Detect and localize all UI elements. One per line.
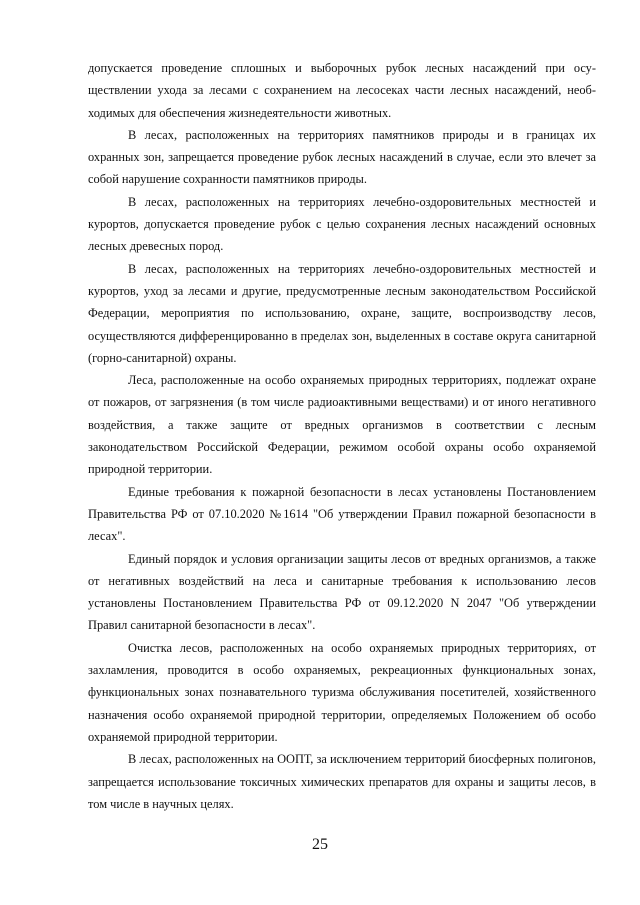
paragraph-6: Единые требования к пожарной безопасности в лесах установлены Постановлением Правительства РФ от 07.10.2020 №1614 "Об утверждении Правил пожарной безопасности в лесах". [88, 484, 596, 544]
paragraph-5: Леса, расположенные на особо охраняемых природных территориях, подлежат охране от пожаров, от загрязнения (в том числе радиоактивными веществами) и от иного негативного воздействия, а также защите от вредных организмов в соответствии с лесным законодательством Российской Федерации, режимом особой охраны особо охраняемой природной территории. [88, 373, 596, 477]
paragraph-8: Очистка лесов, расположенных на особо охраняемых природных территориях, от захламления, проводится в особо охраняемых, рекреационных функциональных зонах, функциональных зонах познавательного туризма обслуживания посетителей, хозяйственного назначения особо охраняемой природной территории, определяемых Положением об особо охраняемой природной территории. [88, 640, 596, 744]
paragraph-4: В лесах, расположенных на территориях лечебно-оздоровительных местностей и курортов, уход за лесами и другие, предусмотренные лесным законодательством Российской Федерации, мероприятия по использованию, охране, защите, воспроизводству лесов, осуществляются дифференцированно в пределах зон, выделенных в составе округа санитарной (горно-санитарной) охраны. [88, 261, 596, 365]
paragraph-9: В лесах, расположенных на ООПТ, за исключением территорий биосферных полигонов, запрещается использование токсичных химических препаратов для охраны и защиты лесов, в том числе в научных целях. [88, 752, 596, 811]
document-body [88, 57, 596, 815]
paragraph-2: В лесах, расположенных на территориях памятников природы и в границах их охранных зон, запрещается проведение рубок лесных насаждений в случае, если это влечет за собой нарушение сохранности памятников природы. [88, 127, 596, 187]
page-number: 25 [312, 836, 328, 853]
paragraph-7: Единый порядок и условия организации защиты лесов от вредных организмов, а также от негативных воздействий на леса и санитарные требования к использованию лесов установлены Постановлением Правительства РФ от 09.12.2020 N 2047 "Об утверждении Правил санитарной безопасности в лесах". [88, 551, 596, 633]
paragraph-1: допускается проведение сплошных и выборочных рубок лесных насаждений при осуществлении ухода за лесами с сохранением на лесосеках части лесных насаждений, необходимых для обеспечения жизнедеятельности животных. [88, 61, 596, 120]
paragraph-3: В лесах, расположенных на территориях лечебно-оздоровительных местностей и курортов, допускается проведение рубок с целью сохранения лесных насаждений основных лесных древесных пород. [88, 194, 596, 254]
